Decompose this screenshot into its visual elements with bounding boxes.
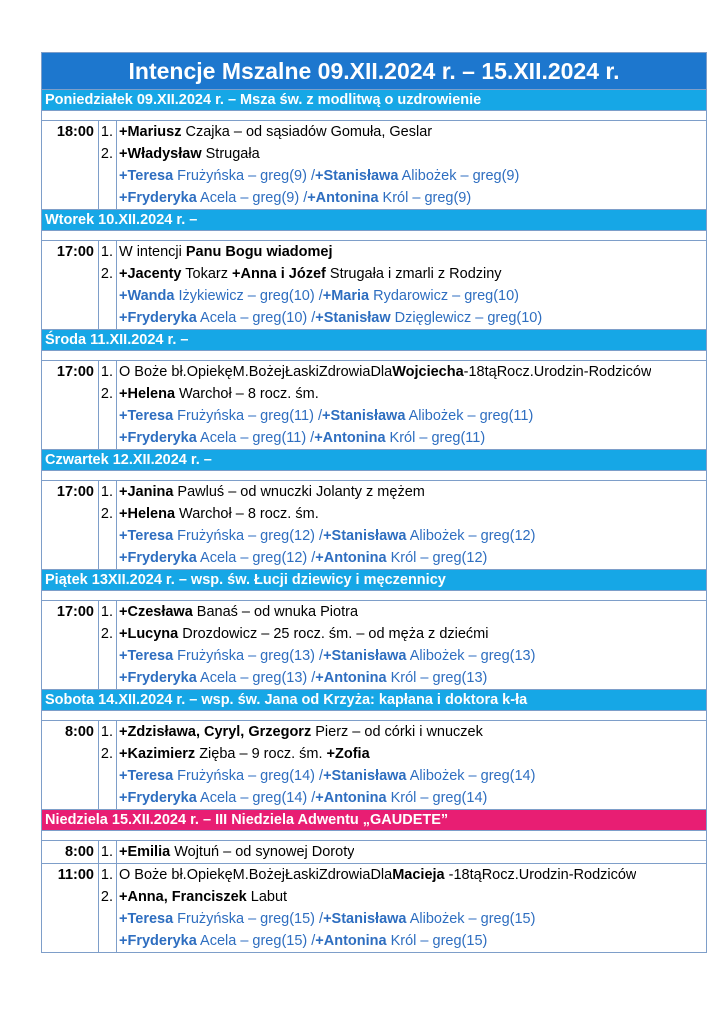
intention-name: +Stanisława (323, 911, 407, 927)
intention-number (99, 667, 117, 689)
intention-number: 1. (99, 361, 117, 383)
intention-list (99, 121, 706, 209)
intention-name: +Fryderyka (119, 790, 197, 806)
intention-detail: Acela – greg(13) / (196, 670, 316, 686)
intention-row (99, 601, 706, 623)
mass-time: 17:00 (42, 601, 99, 689)
intention-number (99, 307, 117, 329)
intention-detail: Rydarowicz – greg(10) (369, 288, 520, 304)
day-spacer (42, 591, 706, 601)
intention-detail: Król – greg(12) (386, 550, 488, 566)
gregorian-intention-text (117, 427, 485, 449)
intention-row (99, 165, 706, 187)
gregorian-intention-text (117, 930, 487, 952)
intention-row (99, 743, 706, 765)
intention-number: 2. (99, 263, 117, 285)
intention-name: +Fryderyka (119, 550, 197, 566)
intention-name: +Stanisława (323, 768, 407, 784)
intention-name: +Fryderyka (119, 430, 197, 446)
intention-number: 1. (99, 241, 117, 263)
intention-name: +Stanisława (314, 168, 399, 184)
day-header: Czwartek 12.XII.2024 r. – (42, 450, 706, 471)
intention-text (117, 383, 319, 405)
mass-block (42, 601, 706, 690)
gregorian-intention-text (117, 547, 487, 569)
intention-name: +Stanisława (323, 528, 407, 544)
intention-detail: -18tąRocz.Urodzin-Rodziców (463, 364, 652, 380)
intention-row (99, 765, 706, 787)
intention-row (99, 503, 706, 525)
days-container (42, 90, 706, 952)
intention-detail: Strugała (201, 146, 260, 162)
intention-detail: Tokarz (181, 266, 232, 282)
mass-time: 11:00 (42, 864, 99, 952)
intention-detail: Alibożek – greg(14) (406, 768, 536, 784)
intention-number (99, 405, 117, 427)
intention-detail: W intencji (119, 244, 186, 260)
intention-detail: Frużyńska – greg(15) / (173, 911, 324, 927)
day-spacer (42, 471, 706, 481)
intention-row (99, 405, 706, 427)
gregorian-intention-text (117, 405, 533, 427)
intention-name: +Teresa (119, 768, 174, 784)
intention-name: +Jacenty (119, 266, 182, 282)
intention-detail: Alibożek – greg(9) (398, 168, 520, 184)
intention-number: 1. (99, 864, 117, 886)
intention-number (99, 165, 117, 187)
intention-text (117, 721, 483, 743)
intention-name: +Teresa (119, 528, 174, 544)
intention-name: +Antonina (315, 550, 387, 566)
intention-detail: Frużyńska – greg(11) / (173, 408, 322, 424)
intention-number (99, 525, 117, 547)
intention-detail: Zięba – 9 rocz. śm. (195, 746, 327, 762)
mass-time: 8:00 (42, 721, 99, 809)
intention-name: +Helena (119, 506, 176, 522)
intention-name: +Teresa (119, 911, 174, 927)
intention-row (99, 481, 706, 503)
intention-detail: Frużyńska – greg(12) / (173, 528, 324, 544)
intention-row (99, 525, 706, 547)
gregorian-intention-text (117, 307, 542, 329)
intention-row (99, 787, 706, 809)
intention-row (99, 864, 706, 886)
mass-block (42, 864, 706, 952)
intention-text (117, 481, 425, 503)
gregorian-intention-text (117, 908, 535, 930)
intention-name: +Stanisław (315, 310, 391, 326)
intention-name: +Fryderyka (119, 190, 197, 206)
intention-number: 1. (99, 721, 117, 743)
intention-text (117, 601, 358, 623)
intention-number: 1. (99, 481, 117, 503)
intention-row (99, 427, 706, 449)
intention-detail: Acela – greg(10) / (196, 310, 316, 326)
intention-detail: Czajka – od sąsiadów Gomuła, Geslar (181, 124, 433, 140)
intention-number: 1. (99, 601, 117, 623)
mass-block (42, 121, 706, 210)
intention-row (99, 886, 706, 908)
intention-text (117, 841, 354, 863)
intention-detail: Król – greg(14) (386, 790, 488, 806)
intention-name: +Władysław (119, 146, 202, 162)
intention-number: 1. (99, 841, 117, 863)
gregorian-intention-text (117, 765, 535, 787)
day-spacer (42, 111, 706, 121)
intention-name: +Antonina (315, 670, 387, 686)
intention-number (99, 547, 117, 569)
gregorian-intention-text (117, 645, 535, 667)
intention-number: 2. (99, 143, 117, 165)
intention-detail: Alibożek – greg(11) (405, 408, 534, 424)
intention-name: +Wanda (119, 288, 175, 304)
day-spacer (42, 831, 706, 841)
mass-block (42, 721, 706, 810)
intention-name: +Teresa (119, 408, 174, 424)
intention-name: +Antonina (315, 790, 387, 806)
intention-number (99, 187, 117, 209)
intention-detail: O Boże bł.OpiekęM.BożejŁaskiZdrowiaDla (119, 867, 393, 883)
intention-number: 2. (99, 886, 117, 908)
intention-list (99, 721, 706, 809)
page-title: Intencje Mszalne 09.XII.2024 r. – 15.XII.2024 r. (42, 53, 706, 90)
day-header: Środa 11.XII.2024 r. – (42, 330, 706, 351)
gregorian-intention-text (117, 667, 487, 689)
mass-block (42, 361, 706, 450)
intention-row (99, 841, 706, 863)
intention-list (99, 864, 706, 952)
intention-row (99, 143, 706, 165)
intention-text (117, 143, 260, 165)
intention-text (117, 361, 651, 383)
intention-text (117, 121, 432, 143)
day-header: Wtorek 10.XII.2024 r. – (42, 210, 706, 231)
day-header: Sobota 14.XII.2024 r. – wsp. św. Jana od Krzyża: kapłana i doktora k-ła (42, 690, 706, 711)
mass-block (42, 481, 706, 570)
intention-row (99, 667, 706, 689)
intention-number: 1. (99, 121, 117, 143)
intention-row (99, 263, 706, 285)
mass-time: 17:00 (42, 481, 99, 569)
intention-detail: Dzięglewicz – greg(10) (390, 310, 543, 326)
mass-time: 8:00 (42, 841, 99, 863)
intention-row (99, 187, 706, 209)
intention-detail: Król – greg(9) (378, 190, 472, 206)
intention-name: +Stanisława (321, 408, 406, 424)
intention-row (99, 285, 706, 307)
intention-row (99, 930, 706, 952)
intention-name: +Fryderyka (119, 310, 197, 326)
intention-name: +Helena (119, 386, 176, 402)
gregorian-intention-text (117, 525, 535, 547)
intention-name: +Mariusz (119, 124, 182, 140)
intention-detail: Alibożek – greg(15) (406, 911, 536, 927)
intention-name: +Kazimierz (119, 746, 196, 762)
intention-name: +Janina (119, 484, 174, 500)
mass-time: 17:00 (42, 361, 99, 449)
intention-name: +Fryderyka (119, 933, 197, 949)
intention-list (99, 601, 706, 689)
intention-text (117, 864, 636, 886)
intention-detail: Król – greg(15) (386, 933, 488, 949)
intention-text (117, 241, 333, 263)
intention-detail: Drozdowicz – 25 rocz. śm. – od męża z dziećmi (178, 626, 489, 642)
intention-detail: Frużyńska – greg(9) / (173, 168, 315, 184)
gregorian-intention-text (117, 187, 471, 209)
intention-name: +Czesława (119, 604, 193, 620)
day-spacer (42, 351, 706, 361)
day-header: Niedziela 15.XII.2024 r. – III Niedziela Adwentu „GAUDETE” (42, 810, 706, 831)
intention-detail: Warchoł – 8 rocz. śm. (175, 506, 319, 522)
intention-number (99, 908, 117, 930)
intention-text (117, 886, 287, 908)
intention-detail: Acela – greg(11) / (196, 430, 315, 446)
mass-time: 18:00 (42, 121, 99, 209)
intention-name: +Antonina (307, 190, 379, 206)
intention-number (99, 645, 117, 667)
intention-detail: Król – greg(13) (386, 670, 488, 686)
intention-detail: Alibożek – greg(12) (406, 528, 536, 544)
intention-row (99, 623, 706, 645)
intention-row (99, 721, 706, 743)
intention-row (99, 645, 706, 667)
intention-number (99, 285, 117, 307)
mass-intentions-sheet (41, 52, 707, 953)
mass-time: 17:00 (42, 241, 99, 329)
intention-detail: Banaś – od wnuka Piotra (192, 604, 359, 620)
intention-row (99, 361, 706, 383)
day-header: Piątek 13XII.2024 r. – wsp. św. Łucji dziewicy i męczennicy (42, 570, 706, 591)
intention-row (99, 908, 706, 930)
intention-number (99, 930, 117, 952)
intention-text (117, 743, 370, 765)
intention-name: Wojciecha (392, 364, 464, 380)
intention-name: +Anna i Józef (232, 266, 326, 282)
intention-row (99, 241, 706, 263)
intention-name: +Antonina (315, 933, 387, 949)
intention-name: +Teresa (119, 648, 174, 664)
intention-detail: -18tąRocz.Urodzin-Rodziców (444, 867, 637, 883)
intention-detail: Acela – greg(15) / (196, 933, 316, 949)
intention-detail: Acela – greg(12) / (196, 550, 316, 566)
intention-detail: Frużyńska – greg(14) / (173, 768, 324, 784)
intention-number (99, 427, 117, 449)
intention-name: +Anna, Franciszek (119, 889, 247, 905)
intention-name: Panu Bogu wiadomej (185, 244, 333, 260)
intention-name: +Lucyna (119, 626, 179, 642)
intention-detail: Labut (246, 889, 288, 905)
intention-number (99, 787, 117, 809)
intention-number (99, 765, 117, 787)
intention-detail: Warchoł – 8 rocz. śm. (175, 386, 319, 402)
intention-text (117, 263, 502, 285)
day-spacer (42, 711, 706, 721)
intention-name: +Maria (322, 288, 370, 304)
gregorian-intention-text (117, 787, 487, 809)
intention-number: 2. (99, 383, 117, 405)
mass-block (42, 841, 706, 864)
intention-text (117, 503, 319, 525)
intention-number: 2. (99, 503, 117, 525)
intention-name: +Emilia (119, 844, 171, 860)
intention-name: +Antonina (314, 430, 386, 446)
day-spacer (42, 231, 706, 241)
intention-row (99, 307, 706, 329)
intention-detail: Pawluś – od wnuczki Jolanty z mężem (173, 484, 425, 500)
mass-block (42, 241, 706, 330)
intention-detail: Król – greg(11) (385, 430, 486, 446)
intention-detail: Wojtuń – od synowej Doroty (170, 844, 355, 860)
day-header: Poniedziałek 09.XII.2024 r. – Msza św. z modlitwą o uzdrowienie (42, 90, 706, 111)
intention-name: +Zofia (326, 746, 370, 762)
intention-number: 2. (99, 623, 117, 645)
gregorian-intention-text (117, 285, 519, 307)
intention-row (99, 383, 706, 405)
intention-list (99, 841, 706, 863)
intention-list (99, 361, 706, 449)
intention-detail: Frużyńska – greg(13) / (173, 648, 324, 664)
intention-row (99, 121, 706, 143)
intention-name: +Fryderyka (119, 670, 197, 686)
intention-detail: Pierz – od córki i wnuczek (311, 724, 483, 740)
intention-name: +Teresa (119, 168, 174, 184)
intention-detail: Acela – greg(14) / (196, 790, 316, 806)
intention-row (99, 547, 706, 569)
intention-detail: Acela – greg(9) / (196, 190, 308, 206)
intention-number: 2. (99, 743, 117, 765)
intention-list (99, 241, 706, 329)
intention-name: Macieja (392, 867, 445, 883)
gregorian-intention-text (117, 165, 519, 187)
intention-name: +Zdzisława, Cyryl, Grzegorz (119, 724, 312, 740)
intention-list (99, 481, 706, 569)
intention-detail: Alibożek – greg(13) (406, 648, 536, 664)
intention-detail: O Boże bł.OpiekęM.BożejŁaskiZdrowiaDla (119, 364, 393, 380)
intention-detail: Iżykiewicz – greg(10) / (174, 288, 323, 304)
intention-text (117, 623, 488, 645)
intention-name: +Stanisława (323, 648, 407, 664)
intention-detail: Strugała i zmarli z Rodziny (325, 266, 502, 282)
